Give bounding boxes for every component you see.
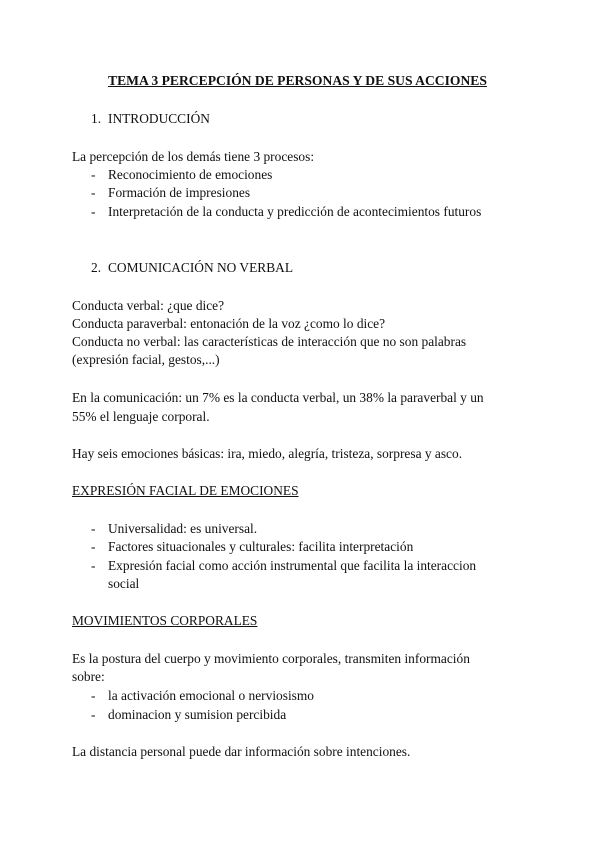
list-bullet: -: [91, 521, 96, 536]
list-bullet: -: [91, 539, 96, 554]
list-bullet: -: [91, 707, 96, 722]
list-item: la activación emocional o nerviosismo: [108, 688, 315, 703]
paragraph: Hay seis emociones básicas: ira, miedo, alegría, tristeza, sorpresa y asco.: [72, 446, 463, 461]
list-bullet: -: [91, 204, 96, 219]
paragraph: Conducta paraverbal: entonación de la voz ¿como lo dice?: [72, 316, 386, 331]
subheading-movimientos-corporales: MOVIMIENTOS CORPORALES: [72, 613, 258, 628]
section-heading-introduccion: INTRODUCCIÓN: [108, 111, 210, 126]
list-item: Interpretación de la conducta y predicción de acontecimientos futuros: [108, 204, 482, 219]
list-item: dominacion y sumision percibida: [108, 707, 287, 722]
section-number: 2.: [91, 260, 102, 275]
intro-paragraph: La percepción de los demás tiene 3 procesos:: [72, 149, 315, 164]
subheading-expresion-facial: EXPRESIÓN FACIAL DE EMOCIONES: [72, 483, 299, 498]
list-bullet: -: [91, 688, 96, 703]
list-item: Factores situacionales y culturales: facilita interpretación: [108, 539, 414, 554]
list-item: Reconocimiento de emociones: [108, 167, 273, 182]
list-item: Formación de impresiones: [108, 185, 251, 200]
list-bullet: -: [91, 167, 96, 182]
section-heading-comunicacion: COMUNICACIÓN NO VERBAL: [108, 260, 293, 275]
list-bullet: -: [91, 558, 96, 573]
paragraph: (expresión facial, gestos,...): [72, 352, 220, 367]
list-item: Universalidad: es universal.: [108, 521, 258, 536]
paragraph: 55% el lenguaje corporal.: [72, 409, 210, 424]
list-item-continuation: social: [108, 576, 140, 591]
paragraph: Es la postura del cuerpo y movimiento corporales, transmiten información: [72, 651, 470, 666]
paragraph: La distancia personal puede dar información sobre intenciones.: [72, 744, 411, 759]
list-bullet: -: [91, 185, 96, 200]
paragraph: sobre:: [72, 669, 105, 684]
page-title: TEMA 3 PERCEPCIÓN DE PERSONAS Y DE SUS ACCIONES: [108, 73, 487, 88]
list-item: Expresión facial como acción instrumental que facilita la interaccion: [108, 558, 477, 573]
paragraph: En la comunicación: un 7% es la conducta verbal, un 38% la paraverbal y un: [72, 390, 484, 405]
paragraph: Conducta verbal: ¿que dice?: [72, 298, 225, 313]
paragraph: Conducta no verbal: las características de interacción que no son palabras: [72, 334, 467, 349]
section-number: 1.: [91, 111, 102, 126]
